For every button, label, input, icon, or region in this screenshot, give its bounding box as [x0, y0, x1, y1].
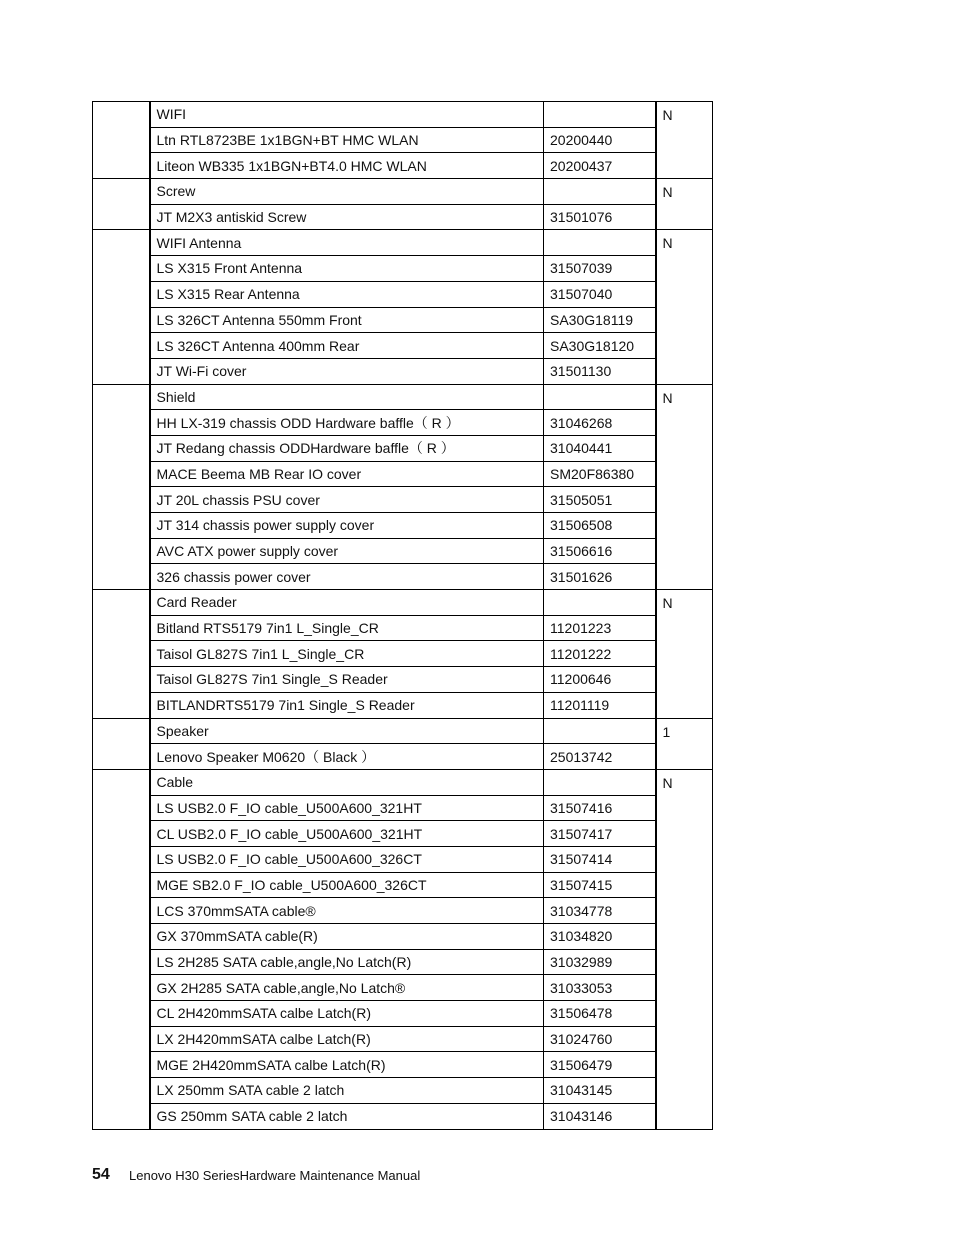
table-row — [93, 513, 713, 539]
part-fru-number: SM20F86380 — [544, 461, 656, 487]
group-header-row — [93, 769, 713, 795]
group-header-label: Shield — [150, 384, 544, 410]
part-description: JT 314 chassis power supply cover — [150, 513, 544, 539]
group-header-fru-cell — [544, 769, 656, 795]
group-header-row — [93, 384, 713, 410]
table-row — [93, 127, 713, 153]
part-fru-number: 31507417 — [544, 821, 656, 847]
part-description: Liteon WB335 1x1BGN+BT4.0 HMC WLAN — [150, 153, 544, 179]
part-fru-number: 11201119 — [544, 692, 656, 718]
part-description: 326 chassis power cover — [150, 564, 544, 590]
part-description: LX 2H420mmSATA calbe Latch(R) — [150, 1026, 544, 1052]
group-header-row — [93, 102, 713, 128]
table-row — [93, 667, 713, 693]
part-fru-number: SA30G18119 — [544, 307, 656, 333]
part-fru-number: 11201223 — [544, 615, 656, 641]
part-fru-number: 11201222 — [544, 641, 656, 667]
group-blank-cell — [93, 718, 150, 769]
part-description: Taisol GL827S 7in1 L_Single_CR — [150, 641, 544, 667]
table-row — [93, 846, 713, 872]
table-row — [93, 975, 713, 1001]
part-description: BITLANDRTS5179 7in1 Single_S Reader — [150, 692, 544, 718]
group-blank-cell — [93, 230, 150, 384]
part-description: LS USB2.0 F_IO cable_U500A600_321HT — [150, 795, 544, 821]
table-row — [93, 795, 713, 821]
part-description: JT 20L chassis PSU cover — [150, 487, 544, 513]
group-header-label: Screw — [150, 179, 544, 205]
part-fru-number: 31043145 — [544, 1078, 656, 1104]
table-row — [93, 924, 713, 950]
group-header-fru-cell — [544, 179, 656, 205]
group-header-label: WIFI — [150, 102, 544, 128]
part-fru-number: 31034778 — [544, 898, 656, 924]
table-row — [93, 281, 713, 307]
group-blank-cell — [93, 769, 150, 1129]
part-description: JT M2X3 antiskid Screw — [150, 204, 544, 230]
part-fru-number: 31033053 — [544, 975, 656, 1001]
table-row — [93, 204, 713, 230]
group-header-label: Card Reader — [150, 590, 544, 616]
part-fru-number: 31505051 — [544, 487, 656, 513]
part-fru-number: 31046268 — [544, 410, 656, 436]
table-row — [93, 564, 713, 590]
part-fru-number: 31024760 — [544, 1026, 656, 1052]
group-header-label: WIFI Antenna — [150, 230, 544, 256]
part-fru-number: 31040441 — [544, 435, 656, 461]
part-description: CL USB2.0 F_IO cable_U500A600_321HT — [150, 821, 544, 847]
part-description: CL 2H420mmSATA calbe Latch(R) — [150, 1001, 544, 1027]
part-fru-number: 25013742 — [544, 744, 656, 770]
part-fru-number: 31032989 — [544, 949, 656, 975]
part-fru-number: 31501076 — [544, 204, 656, 230]
group-ccm-cell: 1 — [656, 718, 713, 769]
group-header-row — [93, 179, 713, 205]
part-description: LX 250mm SATA cable 2 latch — [150, 1078, 544, 1104]
table-row — [93, 461, 713, 487]
part-fru-number: 31506508 — [544, 513, 656, 539]
table-row — [93, 1052, 713, 1078]
part-fru-number: SA30G18120 — [544, 333, 656, 359]
part-description: MGE SB2.0 F_IO cable_U500A600_326CT — [150, 872, 544, 898]
part-fru-number: 31506478 — [544, 1001, 656, 1027]
table-row — [93, 333, 713, 359]
group-blank-cell — [93, 384, 150, 590]
manual-title: Lenovo H30 SeriesHardware Maintenance Manual — [129, 1168, 421, 1183]
part-description: LCS 370mmSATA cable® — [150, 898, 544, 924]
table-row — [93, 307, 713, 333]
part-description: LS USB2.0 F_IO cable_U500A600_326CT — [150, 846, 544, 872]
part-fru-number: 11200646 — [544, 667, 656, 693]
part-fru-number: 31507416 — [544, 795, 656, 821]
table-row — [93, 1103, 713, 1129]
table-row — [93, 821, 713, 847]
group-blank-cell — [93, 590, 150, 718]
part-description: GS 250mm SATA cable 2 latch — [150, 1103, 544, 1129]
group-header-fru-cell — [544, 230, 656, 256]
part-description: GX 370mmSATA cable(R) — [150, 924, 544, 950]
table-row — [93, 744, 713, 770]
table-row — [93, 435, 713, 461]
group-ccm-cell: N — [656, 384, 713, 590]
group-ccm-cell: N — [656, 590, 713, 718]
part-description: Ltn RTL8723BE 1x1BGN+BT HMC WLAN — [150, 127, 544, 153]
page-number: 54 — [92, 1166, 110, 1183]
table-row — [93, 898, 713, 924]
table-row — [93, 615, 713, 641]
group-ccm-cell: N — [656, 179, 713, 230]
part-description: JT Wi-Fi cover — [150, 358, 544, 384]
part-fru-number: 31501130 — [544, 358, 656, 384]
part-description: HH LX-319 chassis ODD Hardware baffle（ R ） — [150, 410, 544, 436]
table-row — [93, 538, 713, 564]
table-row — [93, 358, 713, 384]
table-row — [93, 641, 713, 667]
part-fru-number: 31507415 — [544, 872, 656, 898]
part-description: Bitland RTS5179 7in1 L_Single_CR — [150, 615, 544, 641]
part-description: LS 326CT Antenna 550mm Front — [150, 307, 544, 333]
part-description: LS 2H285 SATA cable,angle,No Latch(R) — [150, 949, 544, 975]
group-header-label: Cable — [150, 769, 544, 795]
group-header-fru-cell — [544, 102, 656, 128]
parts-table-body — [93, 102, 713, 1130]
group-header-label: Speaker — [150, 718, 544, 744]
table-row — [93, 153, 713, 179]
group-ccm-cell: N — [656, 769, 713, 1129]
parts-table — [92, 101, 713, 1130]
group-header-fru-cell — [544, 718, 656, 744]
group-blank-cell — [93, 102, 150, 179]
part-description: MGE 2H420mmSATA calbe Latch(R) — [150, 1052, 544, 1078]
part-description: Taisol GL827S 7in1 Single_S Reader — [150, 667, 544, 693]
table-row — [93, 872, 713, 898]
table-row — [93, 1001, 713, 1027]
table-row — [93, 1078, 713, 1104]
part-fru-number: 31034820 — [544, 924, 656, 950]
group-header-row — [93, 230, 713, 256]
group-header-fru-cell — [544, 384, 656, 410]
part-fru-number: 31507040 — [544, 281, 656, 307]
table-row — [93, 692, 713, 718]
part-fru-number: 20200440 — [544, 127, 656, 153]
part-fru-number: 31507039 — [544, 256, 656, 282]
part-description: MACE Beema MB Rear IO cover — [150, 461, 544, 487]
group-header-row — [93, 590, 713, 616]
group-header-fru-cell — [544, 590, 656, 616]
part-description: GX 2H285 SATA cable,angle,No Latch® — [150, 975, 544, 1001]
table-row — [93, 949, 713, 975]
group-ccm-cell: N — [656, 102, 713, 179]
part-description: AVC ATX power supply cover — [150, 538, 544, 564]
part-fru-number: 31506616 — [544, 538, 656, 564]
part-fru-number: 20200437 — [544, 153, 656, 179]
table-row — [93, 487, 713, 513]
part-description: Lenovo Speaker M0620（ Black ） — [150, 744, 544, 770]
part-description: LS X315 Front Antenna — [150, 256, 544, 282]
part-fru-number: 31043146 — [544, 1103, 656, 1129]
table-row — [93, 410, 713, 436]
part-fru-number: 31506479 — [544, 1052, 656, 1078]
group-ccm-cell: N — [656, 230, 713, 384]
part-description: LS X315 Rear Antenna — [150, 281, 544, 307]
group-header-row — [93, 718, 713, 744]
table-row — [93, 256, 713, 282]
part-fru-number: 31501626 — [544, 564, 656, 590]
table-row — [93, 1026, 713, 1052]
part-description: JT Redang chassis ODDHardware baffle（ R ） — [150, 435, 544, 461]
part-fru-number: 31507414 — [544, 846, 656, 872]
part-description: LS 326CT Antenna 400mm Rear — [150, 333, 544, 359]
group-blank-cell — [93, 179, 150, 230]
